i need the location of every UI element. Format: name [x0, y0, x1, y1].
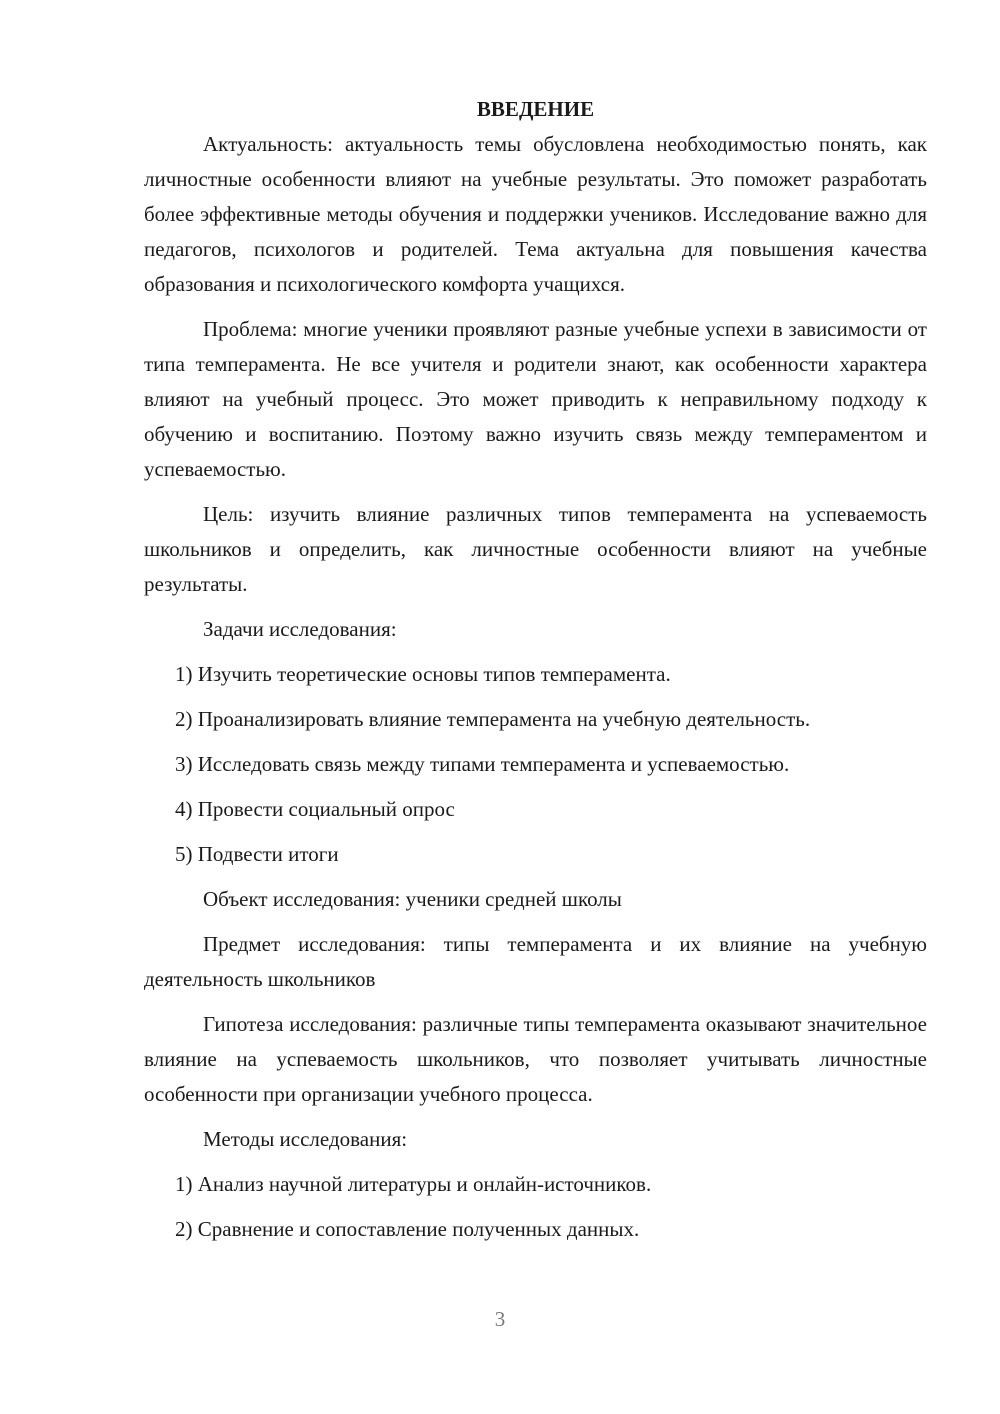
task-item: 1) Изучить теоретические основы типов темперамента.	[175, 662, 671, 686]
goal-paragraph: Цель: изучить влияние различных типов темперамента на успеваемость школьников и определить, как личностные особенности влияют на учебные результаты.	[144, 502, 927, 596]
problem-paragraph: Проблема: многие ученики проявляют разные учебные успехи в зависимости от типа темперамента. Не все учителя и родители знают, как особенности характера влияют на учебный процесс. Это может приводить к неправильному подходу к обучению и воспитанию. Поэтому важно изучить связь между темпераментом и успеваемостью.	[144, 317, 927, 481]
task-item: 5) Подвести итоги	[175, 842, 339, 866]
task-item: 2) Проанализировать влияние темперамента на учебную деятельность.	[175, 707, 811, 731]
tasks-heading: Задачи исследования:	[203, 617, 397, 641]
object-paragraph: Объект исследования: ученики средней школы	[203, 887, 622, 911]
page-number: 3	[494, 1307, 506, 1331]
methods-heading: Методы исследования:	[203, 1127, 408, 1151]
section-title: ВВЕДЕНИЕ	[476, 97, 595, 121]
page-content	[144, 92, 927, 1257]
relevance-paragraph: Актуальность: актуальность темы обусловлена необходимостью понять, как личностные особенности влияют на учебные результаты. Это поможет разработать более эффективные методы обучения и поддержки учеников. Исследование важно для педагогов, психологов и родителей. Тема актуальна для повышения качества образования и психологического комфорта учащихся.	[144, 132, 927, 296]
method-item: 2) Сравнение и сопоставление полученных данных.	[175, 1217, 640, 1241]
hypothesis-paragraph: Гипотеза исследования: различные типы темперамента оказывают значительное влияние на успеваемость школьников, что позволяет учитывать личностные особенности при организации учебного процесса.	[144, 1012, 927, 1106]
subject-paragraph: Предмет исследования: типы темперамента и их влияние на учебную деятельность школьников	[144, 932, 927, 991]
task-item: 4) Провести социальный опрос	[175, 797, 455, 821]
task-item: 3) Исследовать связь между типами темперамента и успеваемостью.	[175, 752, 790, 776]
method-item: 1) Анализ научной литературы и онлайн-источников.	[175, 1172, 652, 1196]
